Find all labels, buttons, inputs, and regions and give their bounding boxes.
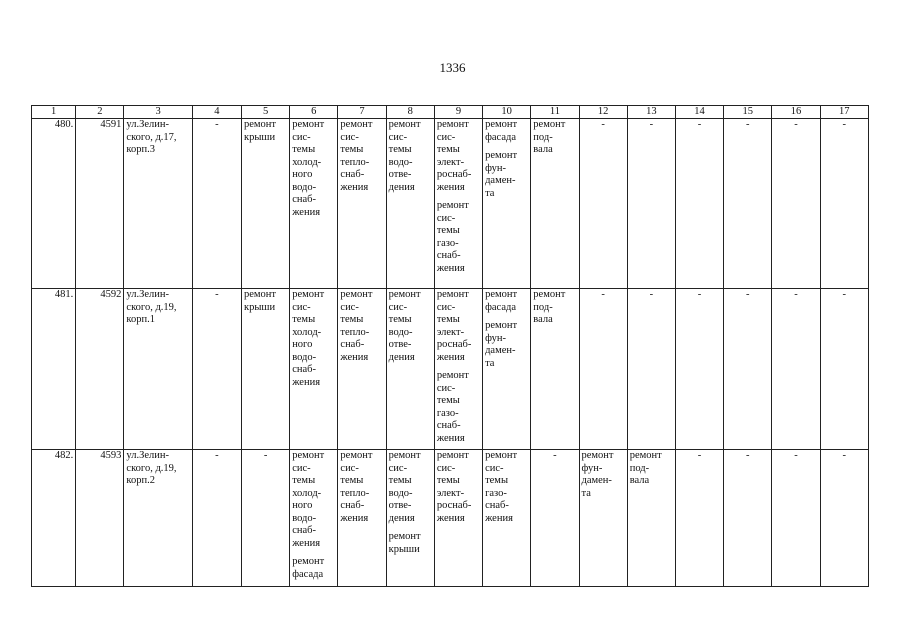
- cell-text-line: сис-: [388, 131, 408, 143]
- cell-col-11: [531, 289, 579, 450]
- column-header: 9: [434, 106, 482, 119]
- cell-col-7: [338, 450, 386, 587]
- column-header: 17: [820, 106, 868, 119]
- cell-text-line: ного: [292, 169, 313, 180]
- cell-text-line: вала: [533, 144, 553, 155]
- cell-text-line: сис-: [436, 301, 456, 313]
- cell-col-7: [338, 119, 386, 289]
- cell-text-line: холод-: [292, 487, 322, 499]
- cell-text-line: та: [485, 357, 495, 369]
- cell-text-line: дамен-: [485, 345, 516, 356]
- cell-text-line: ремонт: [388, 289, 421, 300]
- cell-text-line: роснаб-: [436, 500, 472, 511]
- cell-col-16: -: [772, 289, 820, 450]
- cell-text-line: ремонт: [243, 119, 276, 130]
- cell-text-line: ремонт: [436, 119, 469, 130]
- column-header: 6: [290, 106, 338, 119]
- table-row: [32, 289, 869, 450]
- cell-text-line: снаб-: [436, 250, 461, 261]
- cell-text-line: темы: [292, 144, 316, 155]
- cell-text-line: ремонт: [292, 450, 325, 461]
- cell-text-line: фун-: [485, 332, 506, 344]
- cell-text-line: вала: [533, 314, 553, 325]
- cell-text-line: сис-: [436, 462, 456, 474]
- cell-text-line: ул.Зелин-: [126, 119, 169, 130]
- cell-text-line: ремонт: [581, 450, 614, 461]
- cell-text-line: жения: [436, 181, 465, 193]
- cell-text-line: снаб-: [436, 420, 461, 431]
- cell-text-line: вала: [629, 475, 650, 486]
- cell-col-15: -: [724, 289, 772, 450]
- cell-text-line: сис-: [292, 131, 311, 143]
- cell-text-line: темы: [388, 475, 412, 486]
- column-header: 2: [76, 106, 124, 119]
- cell-text-line: отве-: [388, 500, 412, 511]
- cell-text-line: ремонт: [436, 450, 469, 461]
- object-id: 4591: [76, 119, 124, 289]
- cell-col-12: [579, 450, 627, 587]
- cell-col-14: -: [675, 289, 723, 450]
- address-cell: [124, 450, 192, 587]
- cell-text-line: корп.3: [126, 144, 155, 155]
- cell-text-line: корп.2: [126, 475, 155, 486]
- cell-text-line: тепло-: [340, 487, 370, 499]
- cell-text-line: дения: [388, 351, 415, 363]
- column-header: 5: [241, 106, 289, 119]
- cell-text-line: ремонт: [388, 450, 421, 461]
- cell-text-line: ул.Зелин-: [126, 450, 169, 461]
- cell-text-line: ремонт: [436, 370, 469, 381]
- cell-text-line: снаб-: [292, 525, 316, 536]
- cell-col-13: [627, 450, 675, 587]
- cell-col-17: -: [820, 289, 868, 450]
- cell-text-line: жения: [436, 432, 465, 444]
- cell-text-line: ремонт: [388, 119, 421, 130]
- cell-text-line: сис-: [340, 462, 359, 474]
- cell-text-line: ремонт: [485, 450, 518, 461]
- column-header: 14: [675, 106, 723, 119]
- cell-text-line: темы: [292, 475, 316, 486]
- repair-schedule-table: [31, 105, 869, 587]
- cell-text-line: элект-: [436, 156, 465, 168]
- cell-text-line: ремонт: [388, 531, 421, 542]
- cell-text-line: крыши: [243, 131, 276, 143]
- cell-text-line: ремонт: [243, 289, 276, 300]
- address-cell: [124, 289, 192, 450]
- cell-col-5: [241, 119, 289, 289]
- cell-text-line: жения: [436, 512, 465, 524]
- row-number: 480.: [32, 119, 76, 289]
- cell-text-line: ремонт: [485, 320, 518, 331]
- cell-text-line: сис-: [292, 301, 311, 313]
- cell-col-16: -: [772, 119, 820, 289]
- cell-text-line: ского, д.19,: [126, 462, 177, 474]
- cell-text-line: жения: [436, 262, 465, 274]
- cell-text-line: сис-: [388, 301, 408, 313]
- cell-text-line: жения: [340, 512, 369, 524]
- cell-text-line: элект-: [436, 487, 465, 499]
- cell-text-line: роснаб-: [436, 339, 472, 350]
- cell-text-line: ского, д.19,: [126, 301, 177, 313]
- cell-text-line: сис-: [340, 301, 359, 313]
- address-cell: [124, 119, 192, 289]
- cell-col-9: [434, 450, 482, 587]
- cell-col-12: -: [579, 289, 627, 450]
- cell-col-17: -: [820, 450, 868, 587]
- cell-text-line: ремонт: [533, 119, 566, 130]
- cell-text-line: водо-: [388, 326, 413, 338]
- row-number: 482.: [32, 450, 76, 587]
- cell-col-9: [434, 119, 482, 289]
- table-row: [32, 119, 869, 289]
- cell-col-7: [338, 289, 386, 450]
- cell-text-line: снаб-: [340, 169, 365, 180]
- cell-text-line: отве-: [388, 339, 412, 350]
- cell-text-line: темы: [340, 144, 364, 155]
- cell-text-line: под-: [629, 462, 650, 474]
- cell-text-line: дения: [388, 512, 415, 524]
- cell-text-line: дамен-: [581, 475, 612, 486]
- cell-text-line: роснаб-: [436, 169, 472, 180]
- cell-text-line: сис-: [436, 212, 456, 224]
- cell-text-line: сис-: [436, 131, 456, 143]
- cell-text-line: снаб-: [340, 339, 365, 350]
- cell-text-line: снаб-: [340, 500, 365, 511]
- cell-text-line: фасада: [485, 131, 516, 143]
- cell-text-line: водо-: [292, 181, 317, 193]
- cell-text-line: ремонт: [292, 119, 325, 130]
- cell-col-12: -: [579, 119, 627, 289]
- cell-text-line: тепло-: [340, 326, 370, 338]
- column-header: 15: [724, 106, 772, 119]
- page-number: 1336: [439, 60, 466, 75]
- cell-col-9: [434, 289, 482, 450]
- cell-text-line: тепло-: [340, 156, 370, 168]
- cell-col-4: -: [192, 289, 241, 450]
- cell-text-line: жения: [340, 351, 369, 363]
- cell-text-line: водо-: [292, 351, 317, 363]
- cell-col-16: -: [772, 450, 820, 587]
- cell-col-8: [386, 119, 434, 289]
- cell-col-6: [290, 119, 338, 289]
- cell-col-14: -: [675, 450, 723, 587]
- cell-text-line: корп.1: [126, 314, 155, 325]
- cell-col-4: -: [192, 119, 241, 289]
- cell-text-line: темы: [436, 314, 460, 325]
- cell-text-line: ремонт: [485, 289, 518, 300]
- cell-text-line: ремонт: [292, 289, 325, 300]
- column-header: 7: [338, 106, 386, 119]
- object-id: 4593: [76, 450, 124, 587]
- cell-col-11: -: [531, 450, 579, 587]
- cell-text-line: под-: [533, 301, 553, 313]
- cell-text-line: фун-: [581, 462, 603, 474]
- column-header: 1: [32, 106, 76, 119]
- cell-text-line: снаб-: [292, 364, 316, 375]
- cell-col-8: [386, 450, 434, 587]
- cell-text-line: газо-: [436, 237, 459, 249]
- cell-text-line: элект-: [436, 326, 465, 338]
- cell-text-line: ного: [292, 500, 313, 511]
- cell-text-line: фун-: [485, 162, 506, 174]
- cell-text-line: фасада: [292, 568, 324, 580]
- cell-text-line: крыши: [388, 543, 420, 555]
- cell-text-line: газо-: [436, 407, 459, 419]
- cell-text-line: темы: [485, 475, 509, 486]
- cell-col-13: -: [627, 119, 675, 289]
- cell-text-line: темы: [340, 475, 364, 486]
- cell-text-line: сис-: [292, 462, 311, 474]
- cell-text-line: водо-: [292, 512, 317, 524]
- column-header: 11: [531, 106, 579, 119]
- cell-text-line: водо-: [388, 156, 413, 168]
- cell-text-line: отве-: [388, 169, 412, 180]
- cell-text-line: ремонт: [340, 450, 373, 461]
- cell-text-line: сис-: [436, 382, 456, 394]
- cell-text-line: холод-: [292, 326, 322, 338]
- column-header: 13: [627, 106, 675, 119]
- column-header: 3: [124, 106, 192, 119]
- cell-col-10: [483, 450, 531, 587]
- cell-text-line: ремонт: [292, 556, 325, 567]
- cell-text-line: та: [581, 487, 591, 499]
- cell-col-4: -: [192, 450, 241, 587]
- column-header: 4: [192, 106, 241, 119]
- cell-text-line: темы: [436, 144, 460, 155]
- cell-text-line: темы: [436, 225, 460, 236]
- cell-text-line: темы: [436, 395, 460, 406]
- cell-text-line: ремонт: [436, 200, 469, 211]
- cell-text-line: жения: [292, 376, 321, 388]
- cell-text-line: холод-: [292, 156, 322, 168]
- cell-col-11: [531, 119, 579, 289]
- cell-text-line: темы: [436, 475, 460, 486]
- cell-col-8: [386, 289, 434, 450]
- cell-text-line: ремонт: [533, 289, 566, 300]
- cell-text-line: ул.Зелин-: [126, 289, 169, 300]
- cell-text-line: жения: [485, 512, 513, 524]
- column-header: 8: [386, 106, 434, 119]
- cell-col-17: -: [820, 119, 868, 289]
- object-id: 4592: [76, 289, 124, 450]
- column-header: 10: [483, 106, 531, 119]
- cell-col-15: -: [724, 119, 772, 289]
- cell-text-line: ремонт: [485, 119, 518, 130]
- cell-text-line: фасада: [485, 301, 516, 313]
- cell-col-10: [483, 289, 531, 450]
- cell-col-6: [290, 289, 338, 450]
- cell-text-line: ремонт: [485, 150, 518, 161]
- cell-col-5: [241, 289, 289, 450]
- cell-text-line: под-: [533, 131, 553, 143]
- cell-text-line: темы: [340, 314, 364, 325]
- cell-text-line: дения: [388, 181, 415, 193]
- cell-col-6: [290, 450, 338, 587]
- cell-text-line: темы: [292, 314, 316, 325]
- cell-text-line: темы: [388, 314, 412, 325]
- cell-text-line: газо-: [485, 487, 507, 499]
- cell-col-14: -: [675, 119, 723, 289]
- cell-text-line: жения: [436, 351, 465, 363]
- column-number-header: [32, 106, 869, 119]
- cell-col-10: [483, 119, 531, 289]
- column-header: 12: [579, 106, 627, 119]
- cell-text-line: снаб-: [485, 500, 509, 511]
- cell-text-line: сис-: [388, 462, 408, 474]
- cell-col-13: -: [627, 289, 675, 450]
- cell-text-line: дамен-: [485, 175, 516, 186]
- cell-text-line: ского, д.17,: [126, 131, 177, 143]
- cell-text-line: жения: [292, 206, 321, 218]
- cell-text-line: ремонт: [436, 289, 469, 300]
- cell-text-line: водо-: [388, 487, 413, 499]
- cell-text-line: сис-: [485, 462, 504, 474]
- cell-text-line: жения: [292, 537, 321, 549]
- cell-text-line: темы: [388, 144, 412, 155]
- cell-text-line: ремонт: [340, 119, 373, 130]
- table-row: [32, 450, 869, 587]
- cell-text-line: жения: [340, 181, 369, 193]
- cell-text-line: сис-: [340, 131, 359, 143]
- cell-text-line: та: [485, 187, 495, 199]
- cell-col-5: -: [241, 450, 289, 587]
- cell-col-15: -: [724, 450, 772, 587]
- cell-text-line: ного: [292, 339, 313, 350]
- cell-text-line: ремонт: [340, 289, 373, 300]
- column-header: 16: [772, 106, 820, 119]
- cell-text-line: крыши: [243, 301, 276, 313]
- row-number: 481.: [32, 289, 76, 450]
- cell-text-line: снаб-: [292, 194, 316, 205]
- cell-text-line: ремонт: [629, 450, 662, 461]
